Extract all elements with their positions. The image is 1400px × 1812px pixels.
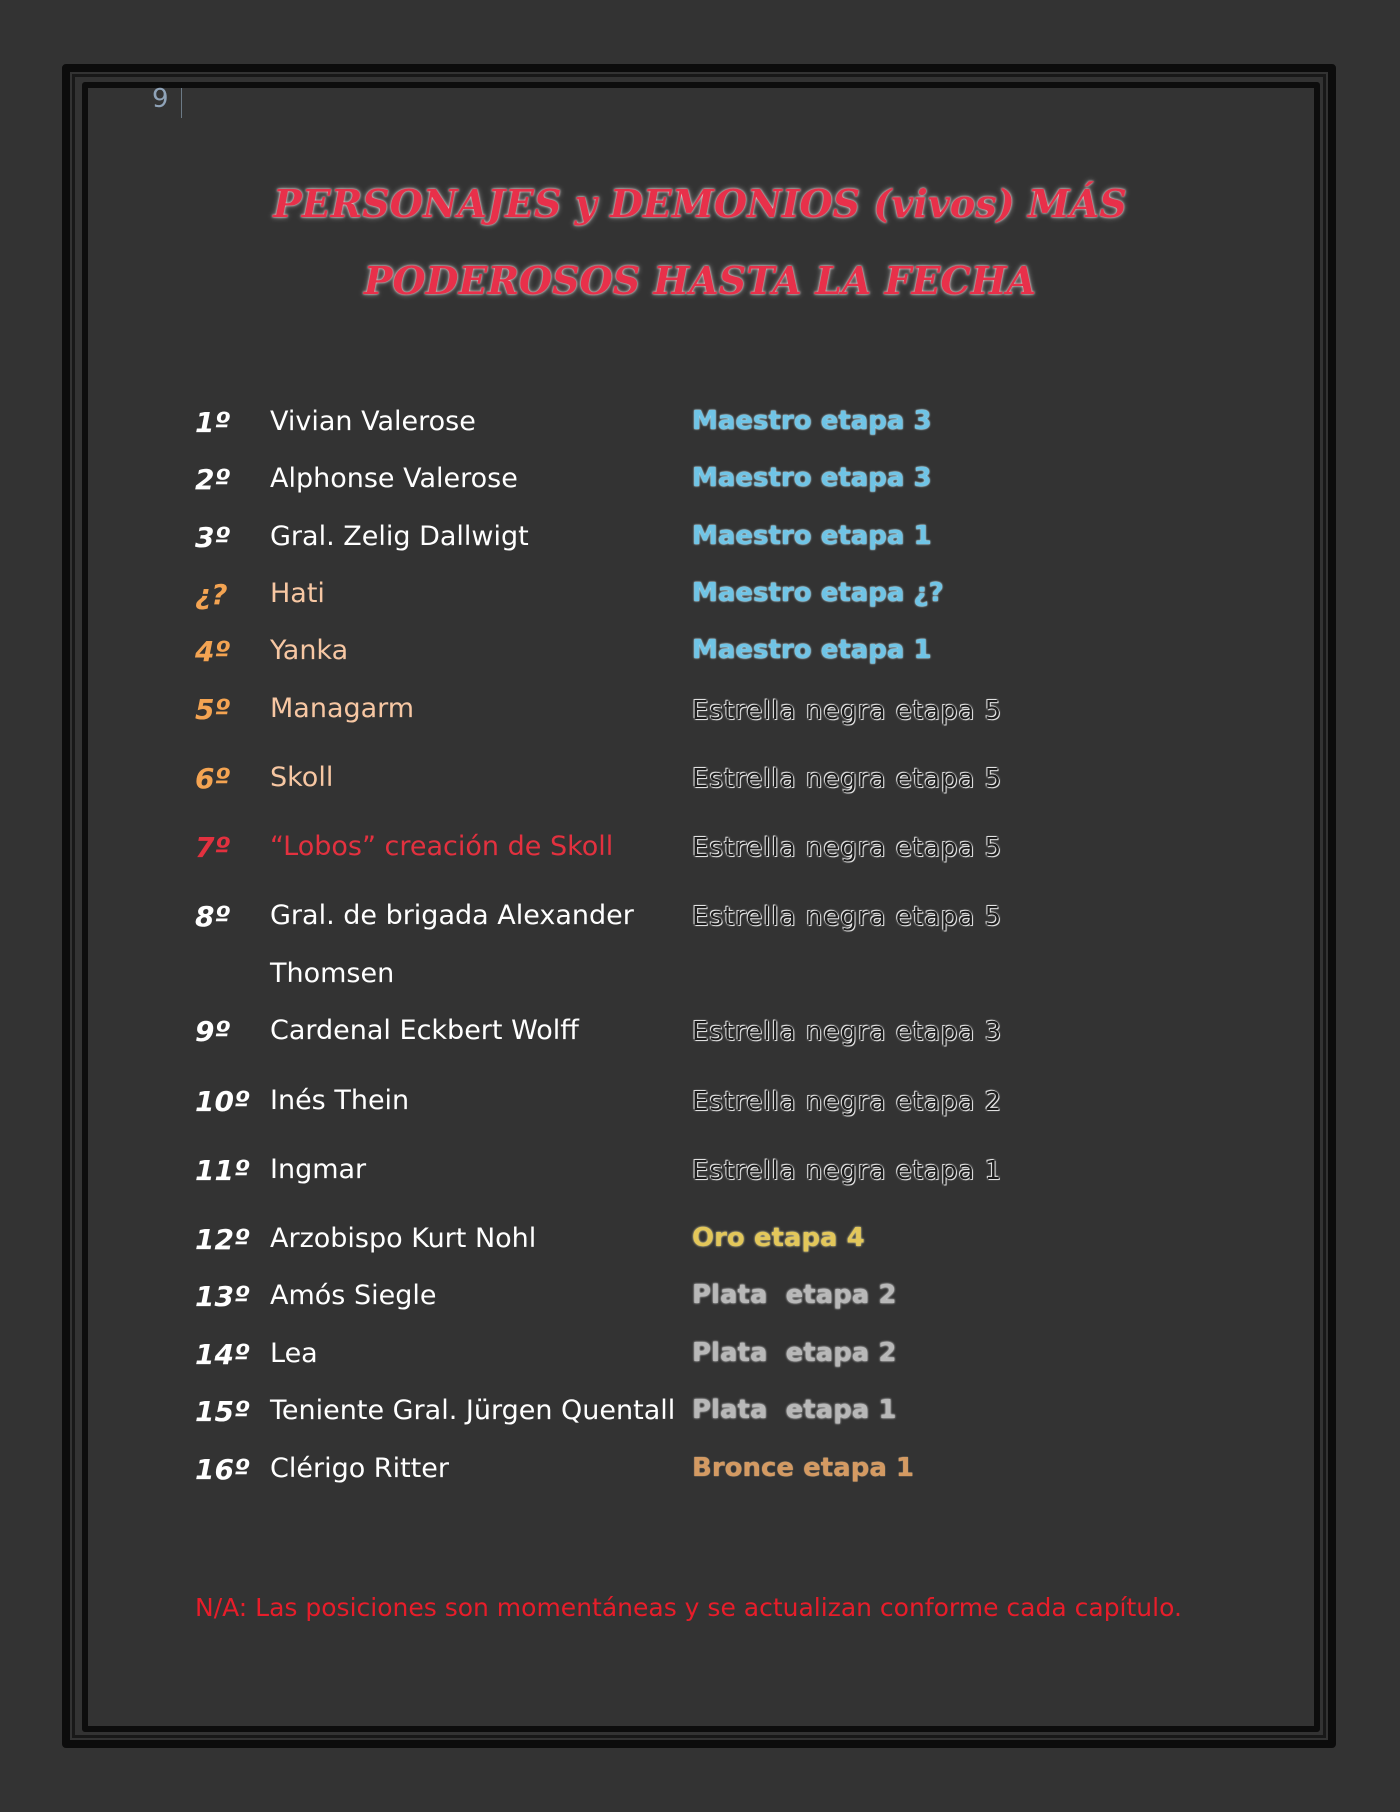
ranking-row bbox=[0, 1223, 1400, 1263]
character-name: Clérigo Ritter bbox=[270, 1453, 449, 1484]
character-name: Vivian Valerose bbox=[270, 406, 476, 437]
power-tier: Maestro etapa 3 bbox=[692, 463, 932, 493]
ranking-row bbox=[0, 1280, 1400, 1320]
rank-number: 8º bbox=[195, 900, 231, 933]
power-tier: Oro etapa 4 bbox=[692, 1223, 865, 1253]
character-name: Gral. Zelig Dallwigt bbox=[270, 521, 529, 552]
character-name: Teniente Gral. Jürgen Quentall bbox=[270, 1395, 676, 1426]
page-title-line-2: PODEROSOS HASTA LA FECHA bbox=[363, 258, 1037, 303]
character-name: Lea bbox=[270, 1338, 318, 1369]
rank-number: 5º bbox=[195, 693, 231, 726]
ranking-row bbox=[0, 900, 1400, 1000]
power-tier: Maestro etapa 3 bbox=[692, 406, 932, 436]
rank-number: 6º bbox=[195, 762, 231, 795]
rank-number: 4º bbox=[195, 635, 231, 668]
power-tier: Estrella negra etapa 2 bbox=[692, 1087, 1003, 1117]
rank-number: 1º bbox=[195, 406, 231, 439]
character-name: Hati bbox=[270, 578, 325, 609]
power-tier: Estrella negra etapa 3 bbox=[692, 1017, 1003, 1047]
ranking-row bbox=[0, 831, 1400, 871]
ranking-row bbox=[0, 762, 1400, 802]
power-tier: Estrella negra etapa 5 bbox=[692, 902, 1003, 932]
character-name: Cardenal Eckbert Wolff bbox=[270, 1015, 579, 1046]
ranking-row bbox=[0, 1015, 1400, 1055]
rank-number: 14º bbox=[195, 1338, 250, 1371]
ranking-row bbox=[0, 693, 1400, 733]
rank-number: ¿? bbox=[195, 578, 228, 611]
power-tier: Estrella negra etapa 5 bbox=[692, 764, 1003, 794]
character-name: “Lobos” creación de Skoll bbox=[270, 831, 614, 862]
ranking-row bbox=[0, 521, 1400, 561]
power-tier: Plata etapa 1 bbox=[692, 1395, 897, 1425]
rank-number: 12º bbox=[195, 1223, 250, 1256]
character-name: Gral. de brigada Alexander bbox=[270, 900, 634, 931]
character-name: Managarm bbox=[270, 693, 415, 724]
character-name: Skoll bbox=[270, 762, 334, 793]
power-tier: Maestro etapa ¿? bbox=[692, 578, 944, 608]
ranking-row bbox=[0, 1453, 1400, 1493]
power-tier: Plata etapa 2 bbox=[692, 1338, 897, 1368]
power-tier: Estrella negra etapa 5 bbox=[692, 833, 1003, 863]
ranking-row bbox=[0, 1395, 1400, 1435]
ranking-row bbox=[0, 1085, 1400, 1125]
character-name-continued: Thomsen bbox=[270, 958, 395, 989]
power-tier: Plata etapa 2 bbox=[692, 1280, 897, 1310]
power-tier: Bronce etapa 1 bbox=[692, 1453, 915, 1483]
rank-number: 7º bbox=[195, 831, 231, 864]
power-tier: Maestro etapa 1 bbox=[692, 521, 932, 551]
character-name: Yanka bbox=[270, 635, 349, 666]
character-name: Ingmar bbox=[270, 1154, 367, 1185]
author-note: N/A: Las posiciones son momentáneas y se actualizan conforme cada capítulo. bbox=[195, 1593, 1182, 1622]
rank-number: 3º bbox=[195, 521, 231, 554]
rank-number: 13º bbox=[195, 1280, 250, 1313]
ranking-row bbox=[0, 406, 1400, 446]
ranking-row bbox=[0, 1338, 1400, 1378]
power-tier: Estrella negra etapa 5 bbox=[692, 696, 1003, 726]
rank-number: 15º bbox=[195, 1395, 250, 1428]
page-number: 9 bbox=[152, 84, 169, 114]
page-number-divider bbox=[181, 88, 182, 118]
ranking-row bbox=[0, 463, 1400, 503]
rank-number: 11º bbox=[195, 1154, 250, 1187]
ranking-row bbox=[0, 635, 1400, 675]
page-title bbox=[150, 165, 1250, 319]
character-name: Arzobispo Kurt Nohl bbox=[270, 1223, 537, 1254]
power-tier: Estrella negra etapa 1 bbox=[692, 1156, 1003, 1186]
character-name: Alphonse Valerose bbox=[270, 463, 518, 494]
power-tier: Maestro etapa 1 bbox=[692, 635, 932, 665]
ranking-row bbox=[0, 578, 1400, 618]
page-title-line-1: PERSONAJES y DEMONIOS (vivos) MÁS bbox=[273, 181, 1127, 226]
rank-number: 2º bbox=[195, 463, 231, 496]
rank-number: 16º bbox=[195, 1453, 250, 1486]
character-name: Inés Thein bbox=[270, 1085, 410, 1116]
ranking-row bbox=[0, 1154, 1400, 1194]
character-name: Amós Siegle bbox=[270, 1280, 437, 1311]
rank-number: 10º bbox=[195, 1085, 250, 1118]
rank-number: 9º bbox=[195, 1015, 231, 1048]
